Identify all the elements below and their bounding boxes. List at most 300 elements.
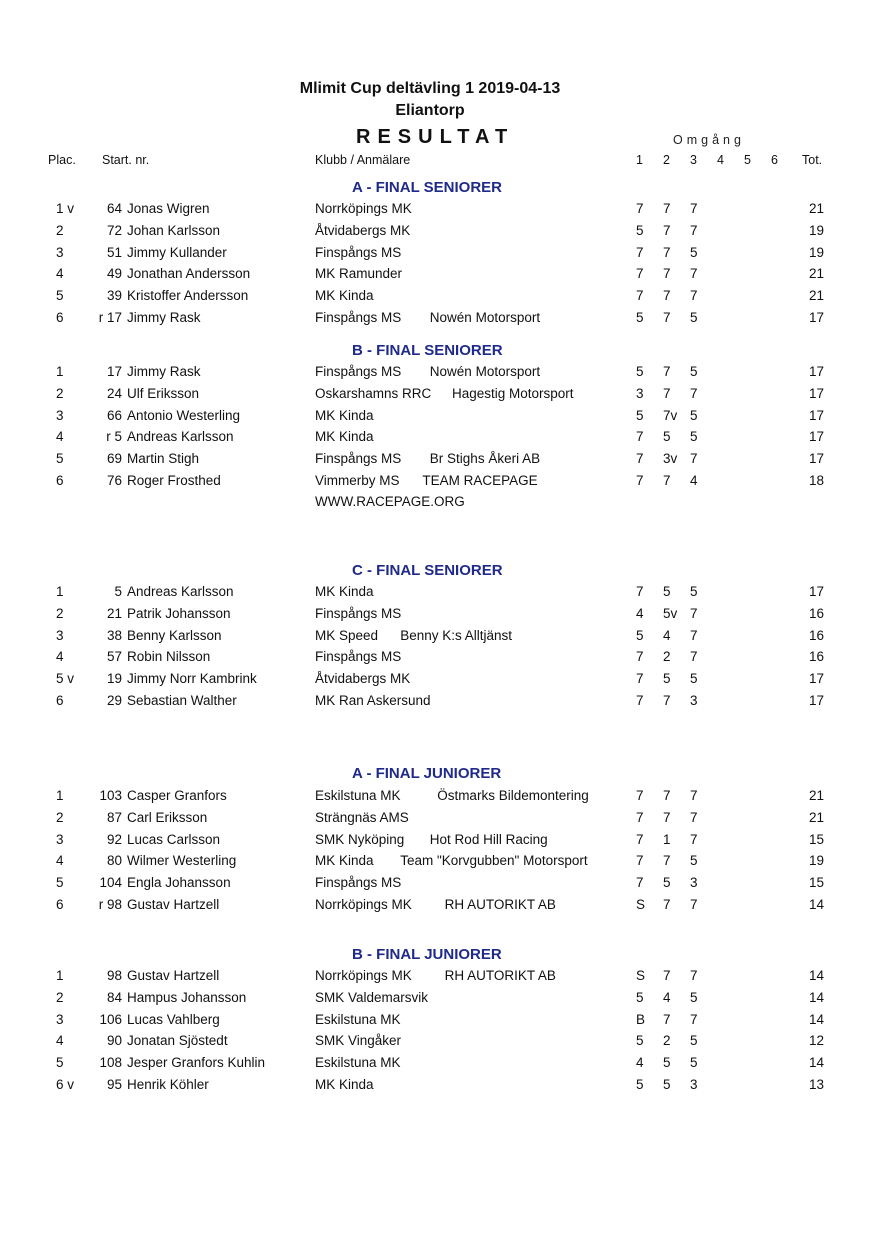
club-cell: MK Kinda bbox=[315, 288, 374, 304]
start-number-cell: 92 bbox=[106, 831, 122, 847]
driver-name-cell: Ulf Eriksson bbox=[127, 385, 200, 401]
col-header-round-2: 2 bbox=[663, 153, 670, 167]
event-title: Mlimit Cup deltävling 1 2019-04-13 bbox=[299, 80, 561, 97]
placing-cell: 5 v bbox=[56, 671, 75, 687]
placing-cell: 2 bbox=[56, 605, 64, 621]
table-row bbox=[0, 429, 880, 451]
placing-cell: 6 v bbox=[56, 1077, 75, 1092]
round-2-cell: 7 bbox=[663, 266, 671, 282]
club-cell: Finspångs MS bbox=[315, 605, 402, 621]
start-number-cell: 90 bbox=[106, 1033, 122, 1049]
round-3-cell: 7 bbox=[690, 222, 698, 238]
total-cell: 13 bbox=[808, 1077, 824, 1092]
start-number-cell: 5 bbox=[114, 584, 122, 599]
round-2-cell: 5 bbox=[663, 671, 671, 687]
start-number-cell: 84 bbox=[106, 989, 122, 1005]
start-number-cell: 95 bbox=[106, 1077, 122, 1092]
placing-cell: 3 bbox=[56, 1011, 64, 1027]
round-2-cell: 7 bbox=[663, 1011, 671, 1027]
round-3-cell: 5 bbox=[690, 364, 698, 379]
round-2-cell: 1 bbox=[663, 831, 671, 847]
placing-cell: 2 bbox=[56, 809, 64, 825]
placing-cell: 4 bbox=[56, 429, 64, 445]
club-cell: Norrköpings MK bbox=[315, 897, 412, 912]
round-3-cell: 5 bbox=[690, 310, 698, 325]
round-3-cell: 5 bbox=[690, 989, 698, 1005]
placing-cell: 5 bbox=[56, 288, 64, 304]
driver-name-cell: Benny Karlsson bbox=[127, 627, 222, 643]
driver-name-cell: Jonas Wigren bbox=[127, 201, 210, 216]
club-cell: Finspångs MS bbox=[315, 649, 402, 665]
col-header-start-nr: Start. nr. bbox=[102, 153, 150, 167]
total-cell: 14 bbox=[808, 1011, 824, 1027]
sponsor-cell: Benny K:s Alltjänst bbox=[400, 627, 512, 643]
club-cell: MK Speed bbox=[315, 627, 379, 643]
round-3-cell: 7 bbox=[690, 809, 698, 825]
table-row bbox=[0, 364, 880, 386]
driver-name-cell: Carl Eriksson bbox=[127, 809, 208, 825]
round-1-cell: 5 bbox=[636, 989, 644, 1005]
sponsor-cell: Nowén Motorsport bbox=[429, 364, 541, 379]
start-number-cell: 38 bbox=[106, 627, 122, 643]
driver-name-cell: Antonio Westerling bbox=[127, 407, 241, 423]
round-3-cell: 7 bbox=[690, 1011, 698, 1027]
round-1-cell: 4 bbox=[636, 1055, 644, 1071]
club-cell: Finspångs MS bbox=[315, 451, 402, 467]
club-cell: Eskilstuna MK bbox=[315, 1055, 401, 1071]
round-2-cell: 5v bbox=[663, 605, 678, 621]
table-row bbox=[0, 408, 880, 430]
omgang-label: Omgång bbox=[673, 133, 745, 147]
round-2-cell: 4 bbox=[663, 627, 671, 643]
table-row bbox=[0, 1012, 880, 1034]
club-cell: Eskilstuna MK bbox=[315, 788, 401, 803]
driver-name-cell: Martin Stigh bbox=[127, 451, 200, 467]
club-cell: MK Kinda bbox=[315, 1077, 374, 1092]
table-row bbox=[0, 693, 880, 715]
club-cell: SMK Valdemarsvik bbox=[315, 989, 429, 1005]
start-number-cell: 98 bbox=[106, 968, 122, 983]
start-number-cell: 104 bbox=[99, 875, 122, 891]
driver-name-cell: Robin Nilsson bbox=[127, 649, 211, 665]
sponsor-cell: Nowén Motorsport bbox=[429, 310, 541, 325]
club-cell: Norrköpings MK bbox=[315, 968, 412, 983]
club-cell: Strängnäs AMS bbox=[315, 809, 409, 825]
total-cell: 14 bbox=[808, 897, 824, 912]
round-1-cell: 7 bbox=[636, 473, 644, 488]
total-cell: 17 bbox=[808, 693, 824, 708]
col-header-round-1: 1 bbox=[636, 153, 643, 167]
driver-name-cell: Roger Frosthed bbox=[127, 473, 221, 488]
section-title: A - FINAL SENIORER bbox=[352, 179, 503, 196]
start-number-cell: 108 bbox=[99, 1055, 122, 1071]
round-1-cell: 7 bbox=[636, 875, 644, 891]
placing-cell: 3 bbox=[56, 244, 64, 260]
table-row bbox=[0, 853, 880, 875]
round-3-cell: 3 bbox=[690, 693, 698, 708]
total-cell: 17 bbox=[808, 671, 824, 687]
col-header-tot: Tot. bbox=[802, 153, 823, 167]
round-2-cell: 7 bbox=[663, 244, 671, 260]
round-3-cell: 5 bbox=[690, 671, 698, 687]
start-number-cell: 66 bbox=[106, 407, 122, 423]
start-number-cell: r 98 bbox=[98, 897, 122, 912]
table-row bbox=[0, 245, 880, 267]
total-cell: 16 bbox=[808, 627, 824, 643]
round-1-cell: 7 bbox=[636, 853, 644, 869]
resultat-heading: RESULTAT bbox=[356, 126, 515, 148]
round-2-cell: 7 bbox=[663, 853, 671, 869]
total-cell: 19 bbox=[808, 853, 824, 869]
table-row bbox=[0, 649, 880, 671]
round-2-cell: 7 bbox=[663, 897, 671, 912]
total-cell: 21 bbox=[808, 266, 824, 282]
round-3-cell: 3 bbox=[690, 1077, 698, 1092]
round-3-cell: 7 bbox=[690, 649, 698, 665]
table-row bbox=[0, 266, 880, 288]
club-cell: MK Kinda bbox=[315, 853, 374, 869]
driver-name-cell: Henrik Köhler bbox=[127, 1077, 209, 1092]
round-3-cell: 7 bbox=[690, 288, 698, 304]
total-cell: 19 bbox=[808, 244, 824, 260]
venue-title: Eliantorp bbox=[395, 102, 465, 119]
table-row bbox=[0, 223, 880, 245]
sponsor-cell: RH AUTORIKT AB bbox=[444, 968, 556, 983]
section-title: B - FINAL SENIORER bbox=[352, 342, 503, 359]
table-row bbox=[0, 990, 880, 1012]
table-row bbox=[0, 288, 880, 310]
total-cell: 15 bbox=[808, 831, 824, 847]
placing-cell: 3 bbox=[56, 627, 64, 643]
round-1-cell: 7 bbox=[636, 649, 644, 665]
total-cell: 17 bbox=[808, 584, 824, 599]
round-3-cell: 5 bbox=[690, 244, 698, 260]
total-cell: 15 bbox=[808, 875, 824, 891]
club-cell: Finspångs MS bbox=[315, 310, 402, 325]
start-number-cell: 106 bbox=[99, 1011, 122, 1027]
round-1-cell: 7 bbox=[636, 244, 644, 260]
driver-name-cell: Gustav Hartzell bbox=[127, 897, 220, 912]
club-cell: SMK Vingåker bbox=[315, 1033, 402, 1049]
round-2-cell: 5 bbox=[663, 429, 671, 445]
round-1-cell: 3 bbox=[636, 385, 644, 401]
round-1-cell: 5 bbox=[636, 222, 644, 238]
section-title: B - FINAL JUNIORER bbox=[352, 946, 502, 963]
section-title: A - FINAL JUNIORER bbox=[352, 765, 502, 782]
round-1-cell: 7 bbox=[636, 693, 644, 708]
placing-cell: 5 bbox=[56, 451, 64, 467]
round-3-cell: 4 bbox=[690, 473, 698, 488]
round-3-cell: 5 bbox=[690, 429, 698, 445]
round-2-cell: 2 bbox=[663, 649, 671, 665]
round-2-cell: 7 bbox=[663, 473, 671, 488]
start-number-cell: r 5 bbox=[106, 429, 122, 445]
round-3-cell: 7 bbox=[690, 201, 698, 216]
driver-name-cell: Wilmer Westerling bbox=[127, 853, 237, 869]
total-cell: 16 bbox=[808, 605, 824, 621]
round-1-cell: 7 bbox=[636, 809, 644, 825]
driver-name-cell: Engla Johansson bbox=[127, 875, 231, 891]
placing-cell: 2 bbox=[56, 222, 64, 238]
round-3-cell: 7 bbox=[690, 266, 698, 282]
total-cell: 17 bbox=[808, 310, 824, 325]
driver-name-cell: Johan Karlsson bbox=[127, 222, 221, 238]
club-cell: MK Kinda bbox=[315, 584, 374, 599]
table-row bbox=[0, 628, 880, 650]
round-2-cell: 7 bbox=[663, 310, 671, 325]
col-header-round-3: 3 bbox=[690, 153, 697, 167]
club-cell: Eskilstuna MK bbox=[315, 1011, 401, 1027]
table-row bbox=[0, 1033, 880, 1055]
sponsor-cell: Hot Rod Hill Racing bbox=[429, 831, 548, 847]
placing-cell: 6 bbox=[56, 473, 64, 488]
start-number-cell: 51 bbox=[106, 244, 122, 260]
round-3-cell: 3 bbox=[690, 875, 698, 891]
round-1-cell: 5 bbox=[636, 364, 644, 379]
round-1-cell: 7 bbox=[636, 266, 644, 282]
round-3-cell: 7 bbox=[690, 451, 698, 467]
table-row bbox=[0, 832, 880, 854]
round-3-cell: 7 bbox=[690, 788, 698, 803]
table-row bbox=[0, 968, 880, 990]
start-number-cell: 24 bbox=[106, 385, 122, 401]
club-cell: Norrköpings MK bbox=[315, 201, 412, 216]
round-1-cell: 7 bbox=[636, 201, 644, 216]
round-3-cell: 5 bbox=[690, 1033, 698, 1049]
total-cell: 21 bbox=[808, 201, 824, 216]
driver-name-cell: Jimmy Rask bbox=[127, 310, 201, 325]
round-3-cell: 7 bbox=[690, 627, 698, 643]
start-number-cell: 19 bbox=[106, 671, 122, 687]
round-1-cell: 7 bbox=[636, 671, 644, 687]
placing-cell: 1 bbox=[56, 364, 64, 379]
table-row bbox=[0, 1055, 880, 1077]
col-header-round-6: 6 bbox=[771, 153, 778, 167]
total-cell: 17 bbox=[808, 429, 824, 445]
start-number-cell: 80 bbox=[106, 853, 122, 869]
total-cell: 17 bbox=[808, 451, 824, 467]
round-3-cell: 7 bbox=[690, 897, 698, 912]
round-2-cell: 3v bbox=[663, 451, 678, 467]
driver-name-cell: Jimmy Kullander bbox=[127, 244, 227, 260]
placing-cell: 4 bbox=[56, 1033, 64, 1049]
col-header-plac: Plac. bbox=[48, 153, 76, 167]
round-1-cell: 7 bbox=[636, 584, 644, 599]
start-number-cell: 64 bbox=[106, 201, 122, 216]
round-2-cell: 5 bbox=[663, 584, 671, 599]
driver-name-cell: Kristoffer Andersson bbox=[127, 288, 249, 304]
placing-cell: 6 bbox=[56, 310, 64, 325]
col-header-round-5: 5 bbox=[744, 153, 751, 167]
sponsor-cell: Östmarks Bildemontering bbox=[437, 788, 589, 803]
round-2-cell: 2 bbox=[663, 1033, 671, 1049]
round-1-cell: 7 bbox=[636, 288, 644, 304]
placing-cell: 6 bbox=[56, 693, 64, 708]
driver-name-cell: Jesper Granfors Kuhlin bbox=[127, 1055, 266, 1071]
sponsor-cell: TEAM RACEPAGE bbox=[422, 473, 538, 488]
placing-cell: 4 bbox=[56, 853, 64, 869]
footer-note: WWW.RACEPAGE.ORG bbox=[315, 494, 465, 509]
driver-name-cell: Andreas Karlsson bbox=[127, 584, 234, 599]
club-cell: MK Ramunder bbox=[315, 266, 403, 282]
round-1-cell: 5 bbox=[636, 407, 644, 423]
club-cell: Finspångs MS bbox=[315, 364, 402, 379]
round-1-cell: 7 bbox=[636, 429, 644, 445]
driver-name-cell: Hampus Johansson bbox=[127, 989, 247, 1005]
round-1-cell: 7 bbox=[636, 451, 644, 467]
placing-cell: 5 bbox=[56, 875, 64, 891]
driver-name-cell: Lucas Carlsson bbox=[127, 831, 221, 847]
placing-cell: 4 bbox=[56, 649, 64, 665]
table-row bbox=[0, 606, 880, 628]
driver-name-cell: Gustav Hartzell bbox=[127, 968, 220, 983]
round-1-cell: 7 bbox=[636, 831, 644, 847]
placing-cell: 1 bbox=[56, 584, 64, 599]
round-1-cell: 5 bbox=[636, 1033, 644, 1049]
start-number-cell: 29 bbox=[106, 693, 122, 708]
placing-cell: 2 bbox=[56, 989, 64, 1005]
club-cell: SMK Nyköping bbox=[315, 831, 405, 847]
table-row bbox=[0, 584, 880, 606]
total-cell: 21 bbox=[808, 788, 824, 803]
total-cell: 14 bbox=[808, 968, 824, 983]
club-cell: MK Kinda bbox=[315, 407, 374, 423]
driver-name-cell: Jimmy Norr Kambrink bbox=[127, 671, 257, 687]
round-3-cell: 5 bbox=[690, 1055, 698, 1071]
driver-name-cell: Jimmy Rask bbox=[127, 364, 201, 379]
driver-name-cell: Sebastian Walther bbox=[127, 693, 237, 708]
round-1-cell: S bbox=[636, 968, 646, 983]
sponsor-cell: Team "Korvgubben" Motorsport bbox=[400, 853, 588, 869]
round-1-cell: B bbox=[636, 1011, 646, 1027]
round-2-cell: 4 bbox=[663, 989, 671, 1005]
start-number-cell: 39 bbox=[106, 288, 122, 304]
start-number-cell: 21 bbox=[106, 605, 122, 621]
start-number-cell: 69 bbox=[106, 451, 122, 467]
round-2-cell: 5 bbox=[663, 1077, 671, 1092]
table-row bbox=[0, 1077, 880, 1099]
round-2-cell: 7 bbox=[663, 201, 671, 216]
total-cell: 14 bbox=[808, 1055, 824, 1071]
total-cell: 17 bbox=[808, 364, 824, 379]
round-2-cell: 7 bbox=[663, 968, 671, 983]
placing-cell: 3 bbox=[56, 831, 64, 847]
round-3-cell: 5 bbox=[690, 853, 698, 869]
start-number-cell: r 17 bbox=[98, 310, 122, 325]
table-row bbox=[0, 473, 880, 495]
club-cell: Oskarshamns RRC bbox=[315, 385, 432, 401]
start-number-cell: 57 bbox=[106, 649, 122, 665]
placing-cell: 3 bbox=[56, 407, 64, 423]
start-number-cell: 72 bbox=[106, 222, 122, 238]
round-3-cell: 7 bbox=[690, 968, 698, 983]
total-cell: 12 bbox=[808, 1033, 824, 1049]
start-number-cell: 76 bbox=[106, 473, 122, 488]
round-1-cell: S bbox=[636, 897, 646, 912]
col-header-klubb: Klubb / Anmälare bbox=[315, 153, 411, 167]
club-cell: Åtvidabergs MK bbox=[315, 671, 411, 687]
total-cell: 21 bbox=[808, 288, 824, 304]
table-row bbox=[0, 671, 880, 693]
round-2-cell: 5 bbox=[663, 1055, 671, 1071]
round-2-cell: 7 bbox=[663, 693, 671, 708]
total-cell: 17 bbox=[808, 385, 824, 401]
table-row bbox=[0, 810, 880, 832]
placing-cell: 5 bbox=[56, 1055, 64, 1071]
driver-name-cell: Casper Granfors bbox=[127, 788, 227, 803]
col-header-round-4: 4 bbox=[717, 153, 724, 167]
sponsor-cell: Hagestig Motorsport bbox=[452, 385, 574, 401]
total-cell: 17 bbox=[808, 407, 824, 423]
driver-name-cell: Jonatan Sjöstedt bbox=[127, 1033, 228, 1049]
placing-cell: 1 bbox=[56, 968, 64, 983]
start-number-cell: 17 bbox=[106, 364, 122, 379]
round-3-cell: 7 bbox=[690, 385, 698, 401]
driver-name-cell: Andreas Karlsson bbox=[127, 429, 234, 445]
table-row bbox=[0, 897, 880, 919]
driver-name-cell: Jonathan Andersson bbox=[127, 266, 251, 282]
club-cell: Vimmerby MS bbox=[315, 473, 400, 488]
total-cell: 21 bbox=[808, 809, 824, 825]
round-2-cell: 7 bbox=[663, 222, 671, 238]
placing-cell: 4 bbox=[56, 266, 64, 282]
section-title: C - FINAL SENIORER bbox=[352, 562, 503, 579]
round-2-cell: 7v bbox=[663, 407, 678, 423]
table-row bbox=[0, 451, 880, 473]
club-cell: Finspångs MS bbox=[315, 244, 402, 260]
driver-name-cell: Patrik Johansson bbox=[127, 605, 231, 621]
round-3-cell: 5 bbox=[690, 407, 698, 423]
round-2-cell: 7 bbox=[663, 788, 671, 803]
round-2-cell: 5 bbox=[663, 875, 671, 891]
table-row bbox=[0, 310, 880, 332]
round-1-cell: 7 bbox=[636, 788, 644, 803]
start-number-cell: 103 bbox=[99, 788, 122, 803]
start-number-cell: 49 bbox=[106, 266, 122, 282]
placing-cell: 6 bbox=[56, 897, 64, 912]
round-3-cell: 5 bbox=[690, 584, 698, 599]
sponsor-cell: RH AUTORIKT AB bbox=[444, 897, 556, 912]
start-number-cell: 87 bbox=[106, 809, 122, 825]
round-2-cell: 7 bbox=[663, 364, 671, 379]
total-cell: 16 bbox=[808, 649, 824, 665]
club-cell: MK Kinda bbox=[315, 429, 374, 445]
round-3-cell: 7 bbox=[690, 831, 698, 847]
round-1-cell: 5 bbox=[636, 1077, 644, 1092]
table-row bbox=[0, 788, 880, 810]
round-3-cell: 7 bbox=[690, 605, 698, 621]
round-2-cell: 7 bbox=[663, 809, 671, 825]
round-1-cell: 5 bbox=[636, 627, 644, 643]
round-1-cell: 5 bbox=[636, 310, 644, 325]
round-2-cell: 7 bbox=[663, 288, 671, 304]
round-1-cell: 4 bbox=[636, 605, 644, 621]
placing-cell: 1 bbox=[56, 788, 64, 803]
placing-cell: 2 bbox=[56, 385, 64, 401]
placing-cell: 1 v bbox=[56, 201, 75, 216]
sponsor-cell: Br Stighs Åkeri AB bbox=[429, 451, 541, 467]
table-row bbox=[0, 201, 880, 223]
table-row bbox=[0, 386, 880, 408]
total-cell: 19 bbox=[808, 222, 824, 238]
club-cell: Åtvidabergs MK bbox=[315, 222, 411, 238]
club-cell: MK Ran Askersund bbox=[315, 693, 431, 708]
round-2-cell: 7 bbox=[663, 385, 671, 401]
club-cell: Finspångs MS bbox=[315, 875, 402, 891]
total-cell: 14 bbox=[808, 989, 824, 1005]
table-row bbox=[0, 875, 880, 897]
total-cell: 18 bbox=[808, 473, 824, 488]
